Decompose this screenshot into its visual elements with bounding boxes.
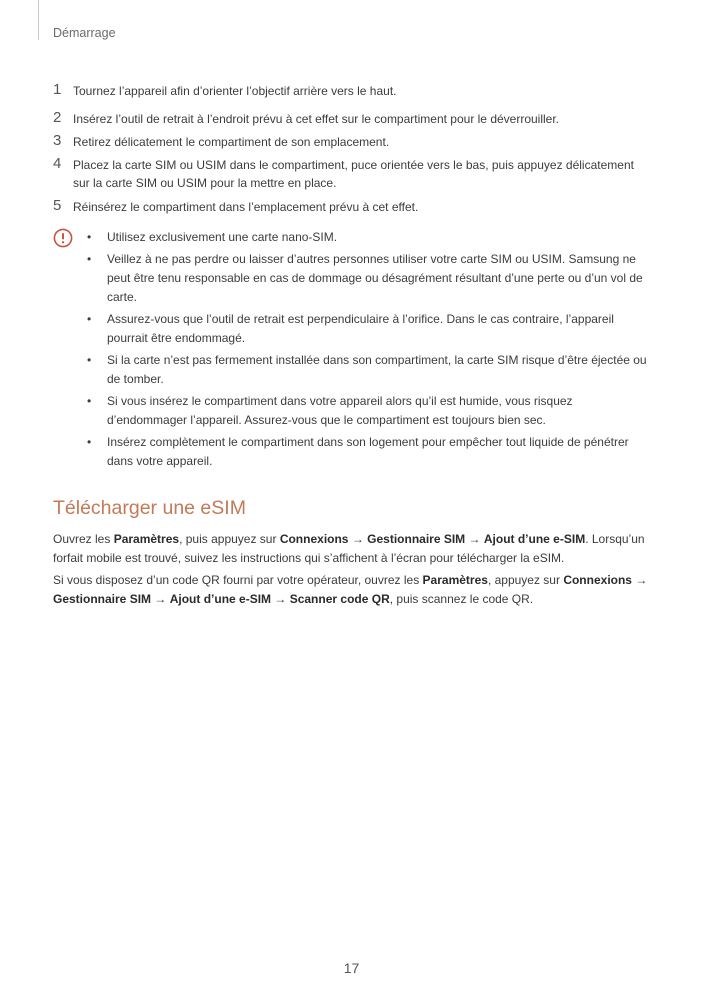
step-text: Insérez l’outil de retrait à l’endroit prévu à cet effet sur le compartiment pour le déverrouiller.	[73, 112, 560, 126]
caution-item	[87, 250, 649, 307]
text-run: , appuyez sur	[487, 573, 564, 587]
caution-item	[87, 228, 649, 247]
step-number: 3	[53, 132, 62, 149]
section-label: Démarrage	[53, 26, 116, 40]
menu-path-settings: Paramètres	[113, 532, 180, 546]
caution-text: Assurez-vous que l’outil de retrait est perpendiculaire à l’orifice. Dans le cas contraire, l’appareil pourrait être endommagé.	[107, 312, 614, 345]
caution-text: Si vous insérez le compartiment dans votre appareil alors qu’il est humide, vous risquez d’endommager l’appareil. Assurez-vous que le compartiment est toujours bien sec.	[107, 394, 573, 427]
caution-list	[87, 228, 649, 474]
caution-text: Veillez à ne pas perdre ou laisser d’autres personnes utiliser votre carte SIM ou USIM. Samsung ne peut être tenu responsable en cas de dommage ou désagrément résultant d’une perte ou d’un vol de carte.	[107, 252, 643, 304]
caution-icon	[53, 228, 73, 248]
menu-path-sim-manager: Gestionnaire SIM	[53, 592, 152, 606]
steps-list	[53, 82, 653, 216]
bullet-glyph: •	[87, 252, 92, 266]
menu-path-settings: Paramètres	[422, 573, 488, 587]
step-text: Retirez délicatement le compartiment de son emplacement.	[73, 135, 390, 149]
menu-path-connections: Connexions	[279, 532, 349, 546]
step-number: 5	[53, 197, 62, 214]
text-run: . Lorsqu’un forfait mobile est trouvé, suivez les instructions qui s’affichent à l’écran pour télécharger la eSIM.	[53, 532, 645, 565]
arrow-glyph: →	[271, 592, 290, 606]
caution-text: Si la carte n’est pas fermement installée dans son compartiment, la carte SIM risque d’être éjectée ou de tomber.	[107, 353, 647, 386]
bullet-glyph: •	[87, 353, 92, 367]
caution-item	[87, 310, 649, 348]
text-run: Ouvrez les	[53, 532, 114, 546]
text-run: , puis scannez le code QR.	[389, 592, 534, 606]
arrow-glyph: →	[151, 592, 170, 606]
step-number: 1	[53, 81, 62, 98]
caution-text: Insérez complètement le compartiment dans son logement pour empêcher tout liquide de pénétrer dans votre appareil.	[107, 435, 629, 468]
step-text: Placez la carte SIM ou USIM dans le compartiment, puce orientée vers le bas, puis appuyez délicatement sur la carte SIM ou USIM pour la mettre en place.	[73, 158, 634, 190]
step-2	[53, 110, 653, 128]
arrow-glyph: →	[465, 532, 484, 546]
bullet-glyph: •	[87, 435, 92, 449]
menu-path-scan-qr: Scanner code QR	[289, 592, 390, 606]
bullet-glyph: •	[87, 312, 92, 326]
esim-paragraph-2	[53, 571, 653, 609]
step-number: 2	[53, 109, 62, 126]
caution-item	[87, 392, 649, 430]
caution-item	[87, 433, 649, 471]
step-5	[53, 198, 653, 216]
menu-path-sim-manager: Gestionnaire SIM	[367, 532, 466, 546]
arrow-glyph: →	[348, 532, 368, 546]
step-3	[53, 133, 653, 151]
page-number: 17	[343, 960, 360, 976]
step-1	[53, 82, 653, 100]
menu-path-connections: Connexions	[563, 573, 632, 587]
text-run: , puis appuyez sur	[179, 532, 280, 546]
bullet-glyph: •	[87, 394, 92, 408]
step-number: 4	[53, 155, 62, 172]
header-rule	[38, 0, 39, 40]
esim-paragraph-1	[53, 530, 653, 568]
step-text: Tournez l’appareil afin d’orienter l’objectif arrière vers le haut.	[73, 84, 397, 98]
section-heading-esim: Télécharger une eSIM	[53, 497, 246, 519]
text-run: Si vous disposez d’un code QR fourni par votre opérateur, ouvrez les	[53, 573, 423, 587]
step-text: Réinsérez le compartiment dans l’emplacement prévu à cet effet.	[73, 200, 419, 214]
arrow-glyph: →	[631, 573, 648, 587]
menu-path-add-esim: Ajout d’une e-SIM	[483, 532, 586, 546]
bullet-glyph: •	[87, 230, 92, 244]
menu-path-add-esim: Ajout d’une e-SIM	[169, 592, 272, 606]
step-4	[53, 156, 653, 192]
caution-item	[87, 351, 649, 389]
caution-text: Utilisez exclusivement une carte nano-SIM.	[107, 230, 338, 244]
